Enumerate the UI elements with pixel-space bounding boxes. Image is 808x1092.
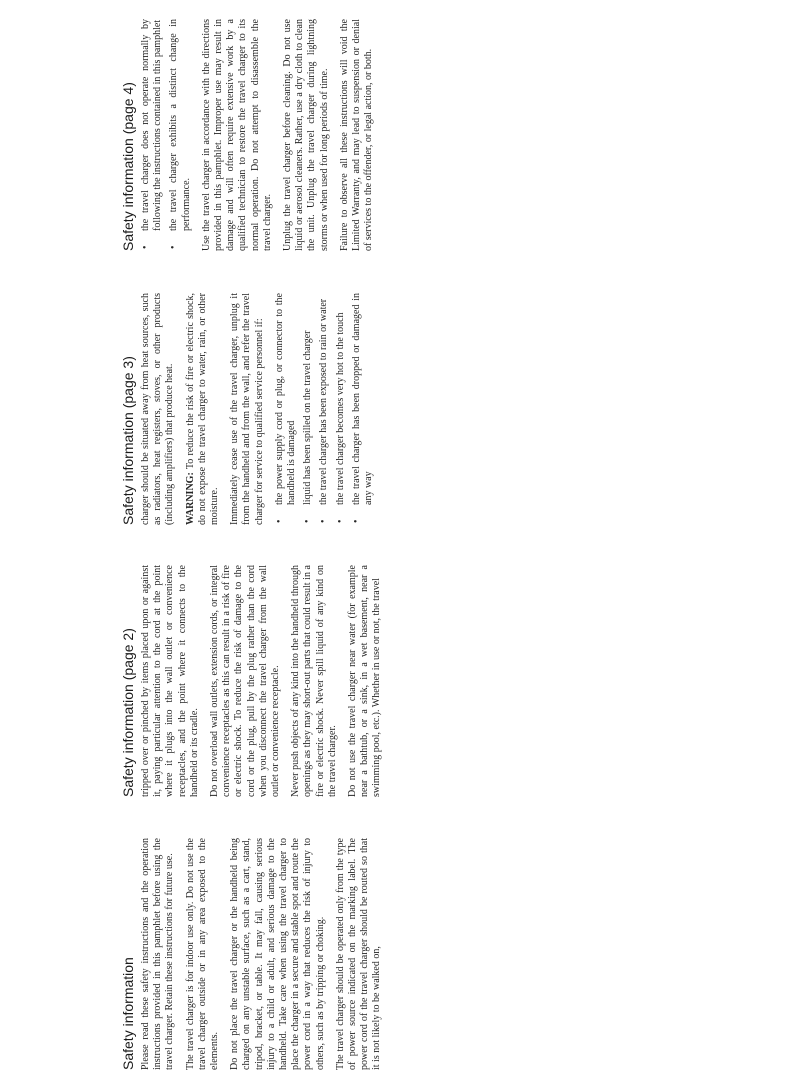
list-item: • liquid has been spilled on the travel charger — [302, 293, 314, 525]
paragraph: The travel charger should be operated only from the type of power source indicated on the marking label. The power cord of the travel charger should be routed so that it is not likely to be walked on, — [334, 838, 383, 1070]
paragraph: tripped over or pinched by items placed upon or against it, paying particular attention to the cord at the point where it plugs into the wall outlet or convenience receptacles, and the point where it connects to the handheld or its cradle. — [140, 565, 200, 797]
paragraph: The travel charger is for indoor use only. Do not use the travel charger outside or in any area exposed to the elements. — [184, 838, 221, 1070]
page-title: Safety information (page 3) — [120, 356, 136, 525]
warning-text: To reduce the risk of fire or electric shock, do not expose the travel charger to water, rain, or other moisture. — [184, 293, 221, 525]
safety-page-4 — [120, 19, 383, 251]
page-title: Safety information (page 2) — [120, 628, 136, 797]
paragraph: Do not place the travel charger or the handheld being charged on any unstable surface, such as a cart, stand, tripod, bracket, or table. It may fall, causing serious injury to a child or adult, and serious damage to the handheld. Take care when using the travel charger to place the charger in a secure and stable spot and route the power cord in a way that reduces the risk of injury to others, such as by tripping or choking. — [229, 838, 326, 1070]
safety-page-1 — [120, 838, 392, 1070]
paragraph: Please read these safety instructions and the operation instructions provided in this pamphlet before using the travel charger. Retain these instructions for future use. — [140, 838, 176, 1070]
safety-page-2 — [120, 565, 392, 797]
list-item: • the travel charger exhibits a distinct change in performance. — [168, 19, 192, 251]
page-title: Safety information (page 4) — [120, 82, 136, 251]
paragraph: Never push objects of any kind into the handheld through openings as they may short-out parts that could result in a fire or electric shock. Never spill liquid of any kind on the travel charger. — [290, 565, 338, 797]
paragraph: Do not overload wall outlets, extension cords, or integral convenience receptacles as this can result in a risk of fire or electric shock. To reduce the risk of damage to the cord or the plug, pull by the plug rather than the cord when you disconnect the travel charger from the wall outlet or convenience receptacle. — [209, 565, 282, 797]
warning-paragraph — [185, 293, 222, 525]
list-item: • the travel charger has been exposed to rain or water — [318, 293, 330, 525]
page-title: Safety information — [120, 957, 136, 1070]
bullet-list — [274, 293, 375, 525]
list-item: • the travel charger does not operate normally by following the instructions contained in this pamphlet — [140, 19, 164, 251]
safety-page-3 — [120, 293, 383, 525]
list-item: • the power supply cord or plug, or connector to the handheld is damaged — [274, 293, 298, 525]
warning-label: WARNING: — [184, 472, 196, 525]
paragraph: Do not use the travel charger near water (for example near a bathtub, or a sink, in a wet basement, near a swimming pool, etc.). Whether in use or not, the travel — [347, 565, 383, 797]
paragraph: Failure to observe all these instructions will void the Limited Warranty, and may lead to suspension or denial of services to the offender, or legal action, or both. — [338, 19, 375, 251]
list-item: • the travel charger becomes very hot to the touch — [335, 293, 347, 525]
list-item: • the travel charger has been dropped or damaged in any way — [351, 293, 375, 525]
bullet-list — [140, 19, 193, 251]
paragraph: Immediately cease use of the travel charger, unplug it from the handheld and from the wall, and refer the travel charger for service to qualified service personnel if: — [229, 293, 265, 525]
paragraph: charger should be situated away from heat sources, such as radiators, heat registers, stoves, or other products (including amplifiers) that produce heat. — [140, 293, 176, 525]
paragraph: Unplug the travel charger before cleaning. Do not use liquid or aerosol cleaners. Rather, use a dry cloth to clean the unit. Unplug the travel charger during lightning storms or when used for long periods of time. — [282, 19, 330, 251]
paragraph: Use the travel charger in accordance with the directions provided in this pamphlet. Improper use may result in damage and will often require extensive work by a qualified technician to restore the travel charger to its normal operation. Do not attempt to disassemble the travel charger. — [200, 19, 273, 251]
